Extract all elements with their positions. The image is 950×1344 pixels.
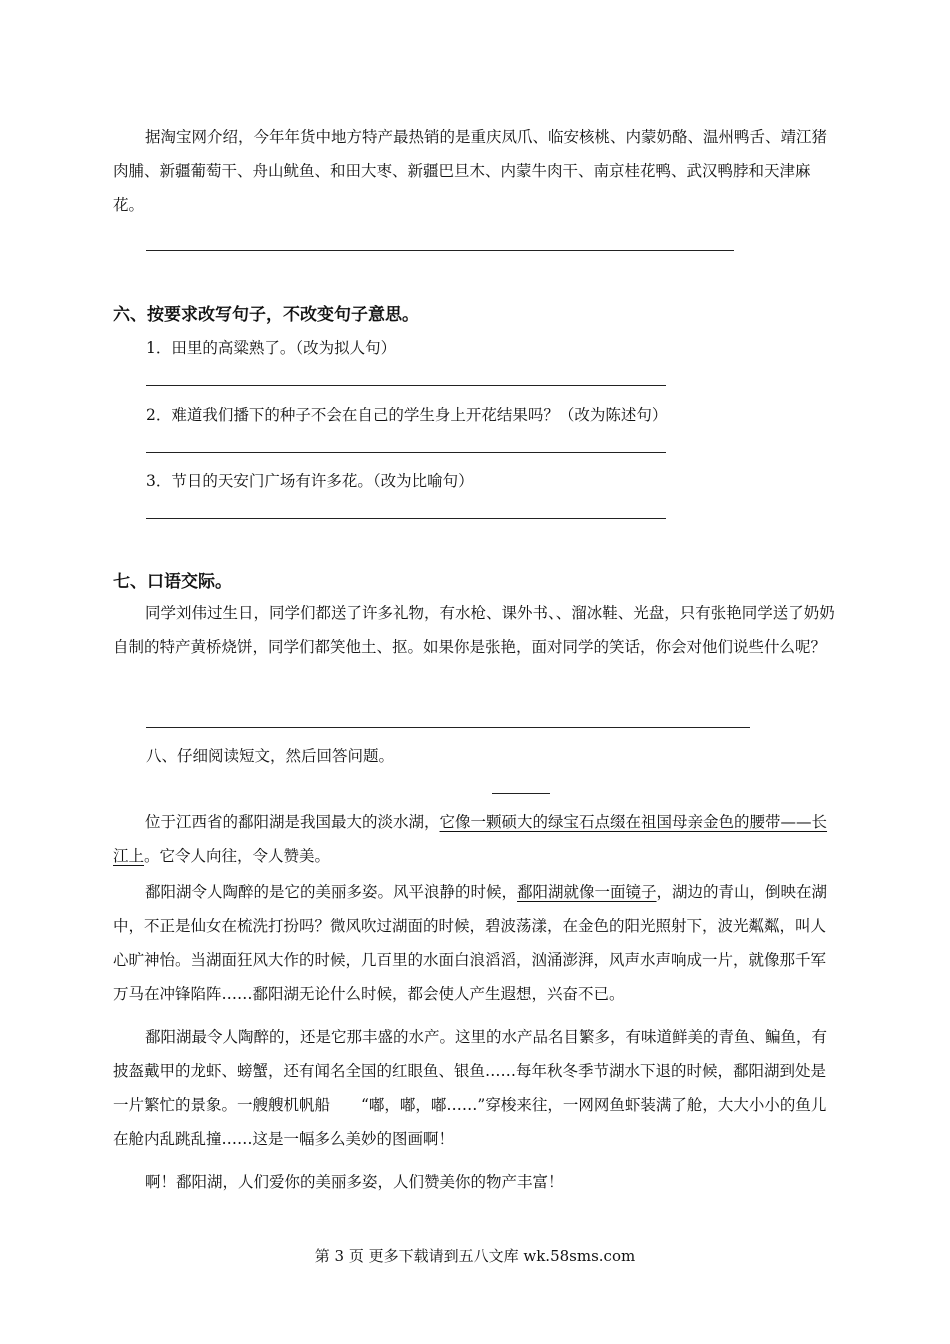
p2-underlined: 鄱阳湖就像一面镜子 — [517, 883, 657, 901]
section-6-heading: 六、按要求改写句子，不改变句子意思。 — [113, 305, 419, 325]
passage-paragraph-4: 啊！鄱阳湖，人们爱你的美丽多姿，人们赞美你的物产丰富！ — [145, 1173, 564, 1191]
p1-text-b: 。它令人向往，令人赞美。 — [144, 847, 331, 865]
answer-line[interactable] — [146, 518, 666, 519]
section-8-heading: 八、仔细阅读短文，然后回答问题。 — [146, 747, 395, 765]
question-2: 2．难道我们播下的种子不会在自己的学生身上开花结果吗？（改为陈述句） — [146, 406, 668, 424]
p1-underlined: 它像一颗硕大的绿宝石点缀在祖国母亲金色的腰带——长江上 — [113, 813, 828, 865]
question-1: 1．田里的高粱熟了。（改为拟人句） — [146, 339, 397, 357]
section-7-heading: 七、口语交际。 — [113, 572, 232, 592]
p2-text-a: 鄱阳湖令人陶醉的是它的美丽多姿。风平浪静的时候， — [145, 883, 518, 901]
sec5-paragraph: 据淘宝网介绍，今年年货中地方特产最热销的是重庆凤爪、临安核桃、内蒙奶酪、温州鸭舌、靖江猪肉脯、新疆葡萄干、舟山鱿鱼、和田大枣、新疆巴旦木、内蒙牛肉干、南京桂花鸭、武汉鸭脖和天津麻花。 — [113, 128, 828, 214]
passage-paragraph-2 — [113, 875, 838, 1011]
answer-line[interactable] — [146, 452, 666, 453]
passage-paragraph-1 — [113, 805, 838, 873]
answer-line[interactable] — [146, 385, 666, 386]
passage-paragraph-3: 鄱阳湖最令人陶醉的，还是它那丰盛的水产。这里的水产品名目繁多，有味道鲜美的青鱼、鳊鱼，有披盔戴甲的龙虾、螃蟹，还有闻名全国的红眼鱼、银鱼……每年秋冬季节湖水下退的时候，鄱阳湖到处是一片繁忙的景象。一艘艘机帆船 “嘟，嘟，嘟……”穿梭来往，一网网鱼虾装满了舱，大大小小的鱼儿在舱内乱跳乱撞……这是一幅多么美妙的图画啊！ — [113, 1028, 828, 1148]
page-footer: 第 3 页 更多下载请到五八文库 wk.58sms.com — [314, 1247, 636, 1265]
answer-line[interactable] — [146, 727, 750, 728]
question-3: 3．节日的天安门广场有许多花。（改为比喻句） — [146, 472, 474, 490]
p1-text-a: 位于江西省的鄱阳湖是我国最大的淡水湖， — [145, 813, 440, 831]
answer-line[interactable] — [146, 250, 734, 251]
p2-text-b: ，湖边的青山，倒映在湖中，不正是仙女在梳洗打扮吗？微风吹过湖面的时候，碧波荡漾，在金色的阳光照射下，波光粼粼，叫人心旷神怡。当湖面狂风大作的时候，几百里的水面白浪滔滔，汹涌澎湃，风声水声响成一片，就像那千军万马在冲锋陷阵……鄱阳湖无论什么时候，都会使人产生遐想，兴奋不已。 — [113, 883, 828, 1003]
sec7-paragraph: 同学刘伟过生日，同学们都送了许多礼物，有水枪、课外书、、溜冰鞋、光盘，只有张艳同学送了奶奶自制的特产黄桥烧饼，同学们都笑他土、抠。如果你是张艳，面对同学的笑话，你会对他们说些什么呢？ — [113, 604, 835, 656]
title-blank-line[interactable] — [492, 793, 550, 794]
